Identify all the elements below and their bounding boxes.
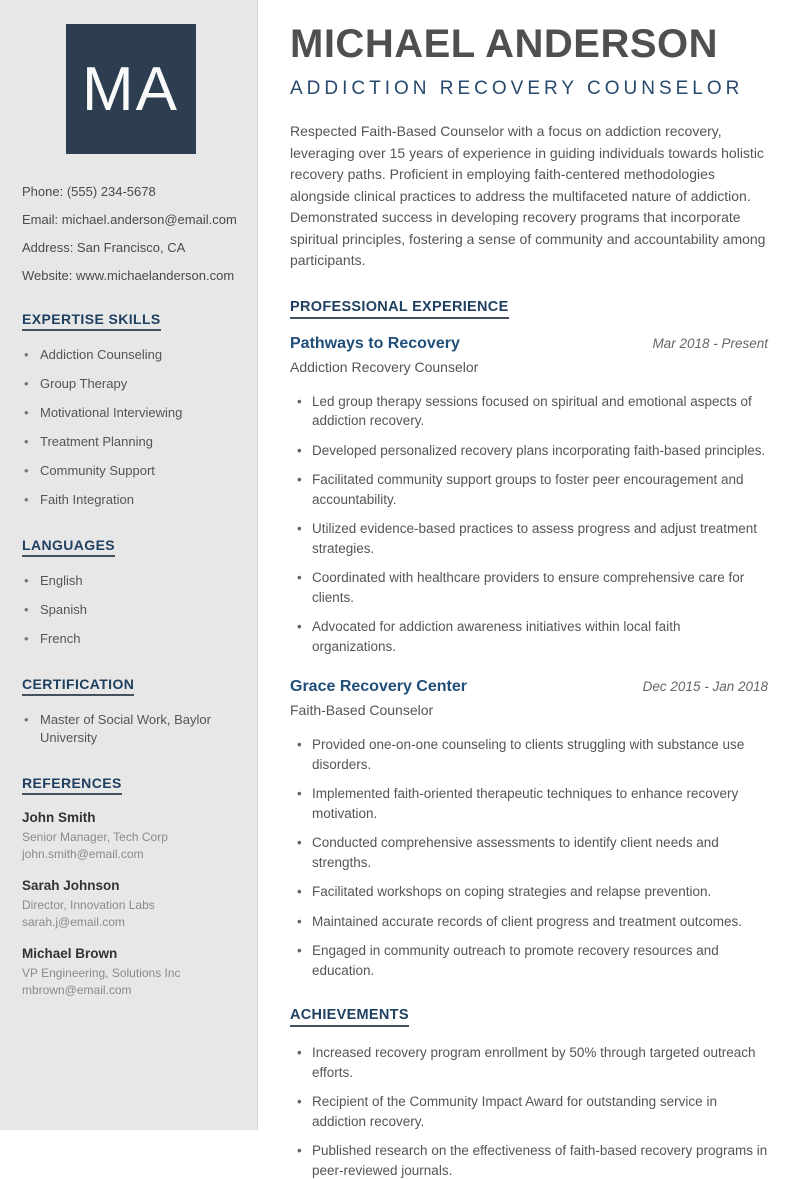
- job-role: Addiction Recovery Counselor: [290, 358, 479, 375]
- job-role: Faith-Based Counselor: [290, 702, 434, 718]
- job-bullet: • Facilitated workshops on coping strategies and relapse prevention.: [294, 882, 768, 902]
- achievement-bullet: • Increased recovery program enrollment by 50% through targeted outreach efforts.: [294, 1043, 768, 1082]
- contact-address: Address: San Francisco, CA: [22, 240, 186, 255]
- reference-email: john.smith@email.com: [22, 847, 144, 861]
- monogram-initials: MA: [82, 54, 179, 124]
- skill-item: • Faith Integration: [24, 491, 239, 509]
- achievements-section: [290, 1006, 768, 1180]
- experience-heading: PROFESSIONAL EXPERIENCE: [290, 299, 509, 319]
- language-item: • Spanish: [24, 601, 239, 619]
- references-heading: REFERENCES: [22, 775, 122, 795]
- experience-job: [290, 678, 768, 980]
- job-bullet: • Conducted comprehensive assessments to identify client needs and strengths.: [294, 833, 768, 872]
- job-bullet: • Led group therapy sessions focused on spiritual and emotional aspects of addiction recovery.: [294, 392, 768, 431]
- contact-info: [22, 184, 239, 283]
- person-name: MICHAEL ANDERSON: [290, 22, 719, 66]
- job-bullet: • Advocated for addiction awareness initiatives within local faith organizations.: [294, 617, 768, 656]
- job-bullet: • Developed personalized recovery plans incorporating faith-based principles.: [294, 441, 768, 461]
- avatar: [66, 24, 196, 154]
- languages-list: [24, 572, 239, 648]
- certification-item: • Master of Social Work, Baylor University: [24, 711, 239, 747]
- job-dates: Dec 2015 - Jan 2018: [642, 679, 768, 694]
- reference-entry: [22, 878, 239, 931]
- certification-list: [24, 711, 239, 747]
- resume-main: [258, 0, 800, 1178]
- contact-email: Email: michael.anderson@email.com: [22, 212, 237, 227]
- job-bullet-list: [294, 735, 768, 980]
- references-section: [22, 775, 239, 999]
- certification-heading: CERTIFICATION: [22, 676, 134, 696]
- skill-item: • Community Support: [24, 462, 239, 480]
- experience-section: [290, 298, 768, 981]
- job-bullet: • Utilized evidence-based practices to assess progress and adjust treatment strategies.: [294, 519, 768, 558]
- language-item: • French: [24, 630, 239, 648]
- reference-role: Director, Innovation Labs: [22, 898, 155, 912]
- job-bullet: • Facilitated community support groups to foster peer encouragement and accountability.: [294, 470, 768, 509]
- contact-website: Website: www.michaelanderson.com: [22, 268, 235, 283]
- skills-list: [24, 346, 239, 509]
- reference-name: Sarah Johnson: [22, 878, 120, 893]
- experience-job: [290, 335, 768, 657]
- reference-email: sarah.j@email.com: [22, 915, 125, 929]
- skill-item: • Addiction Counseling: [24, 346, 239, 364]
- skills-section: [22, 311, 239, 509]
- contact-phone: Phone: (555) 234-5678: [22, 184, 156, 199]
- language-item: • English: [24, 572, 239, 590]
- job-bullet: • Implemented faith-oriented therapeutic techniques to enhance recovery motivation.: [294, 784, 768, 823]
- skill-item: • Motivational Interviewing: [24, 404, 239, 422]
- languages-heading: LANGUAGES: [22, 537, 115, 557]
- job-dates: Mar 2018 - Present: [652, 335, 768, 351]
- skills-heading: EXPERTISE SKILLS: [22, 311, 161, 331]
- job-bullet: • Engaged in community outreach to promote recovery resources and education.: [294, 941, 768, 980]
- achievements-heading: ACHIEVEMENTS: [290, 1007, 409, 1027]
- skill-item: • Group Therapy: [24, 375, 239, 393]
- job-company: Grace Recovery Center: [290, 678, 467, 695]
- certification-section: [22, 676, 239, 747]
- reference-entry: [22, 946, 239, 999]
- reference-email: mbrown@email.com: [22, 983, 132, 997]
- person-title: ADDICTION RECOVERY COUNSELOR: [290, 78, 744, 99]
- reference-role: Senior Manager, Tech Corp: [22, 830, 168, 844]
- reference-name: Michael Brown: [22, 946, 118, 961]
- job-bullet: • Maintained accurate records of client progress and treatment outcomes.: [294, 912, 768, 932]
- sidebar: [0, 0, 258, 1130]
- summary-paragraph: Respected Faith-Based Counselor with a focus on addiction recovery, leveraging over 15 years of experience in guiding individuals towards holistic recovery paths. Proficient in employing faith-centered methodologies alongside clinical practices to address the multifaceted nature of addiction. Demonstrated success in developing recovery programs that incorporate spiritual principles, fostering a sense of community and accountability among participants.: [290, 123, 766, 268]
- achievement-bullet: • Published research on the effectiveness of faith-based recovery programs in peer-reviewed journals.: [294, 1141, 768, 1180]
- achievements-list: [294, 1043, 768, 1180]
- reference-role: VP Engineering, Solutions Inc: [22, 966, 181, 980]
- achievement-bullet: • Recipient of the Community Impact Award for outstanding service in addiction recovery.: [294, 1092, 768, 1131]
- job-bullet: • Provided one-on-one counseling to clients struggling with substance use disorders.: [294, 735, 768, 774]
- reference-entry: [22, 810, 239, 863]
- skill-item: • Treatment Planning: [24, 433, 239, 451]
- job-bullet: • Coordinated with healthcare providers to ensure comprehensive care for clients.: [294, 568, 768, 607]
- job-bullet-list: [294, 392, 768, 657]
- job-company: Pathways to Recovery: [290, 334, 460, 352]
- reference-name: John Smith: [22, 810, 96, 825]
- languages-section: [22, 537, 239, 648]
